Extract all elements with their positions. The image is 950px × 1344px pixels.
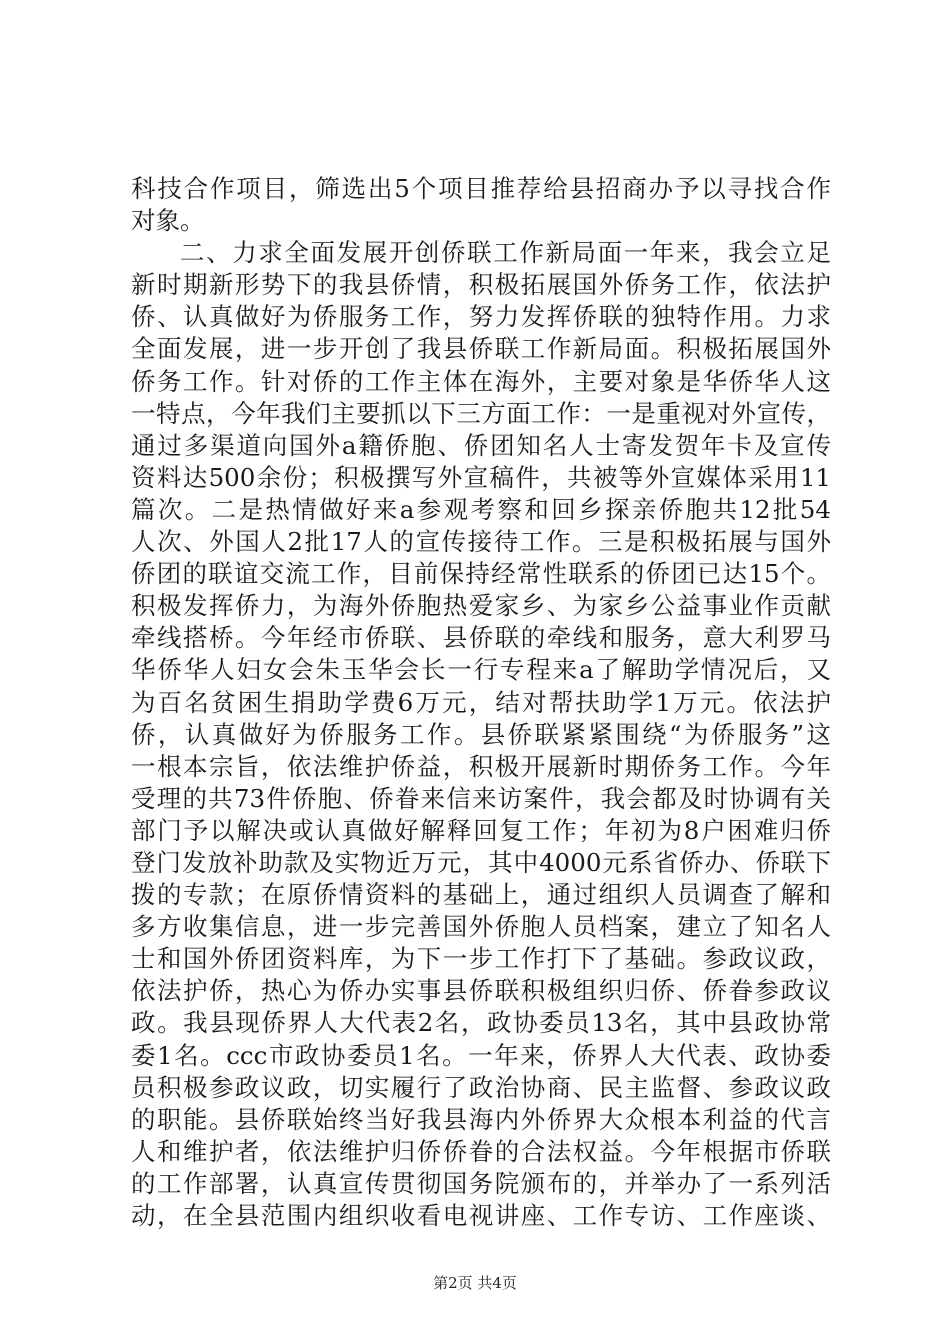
text-line: 积极发挥侨力，为海外侨胞热爱家乡、为家乡公益事业作贡献	[131, 591, 831, 621]
text-line: 的职能。县侨联始终当好我县海内外侨界大众根本利益的代言	[131, 1104, 831, 1134]
text-line: 侨、认真做好为侨服务工作，努力发挥侨联的独特作用。力求	[131, 302, 831, 332]
text-line: 牵线搭桥。今年经市侨联、县侨联的牵线和服务，意大利罗马	[131, 623, 831, 653]
text-line: 的工作部署，认真宣传贯彻国务院颁布的，并举办了一系列活	[131, 1168, 831, 1198]
text-line: 依法护侨，热心为侨办实事县侨联积极组织归侨、侨眷参政议	[131, 976, 831, 1006]
text-line: 动，在全县范围内组织收看电视讲座、工作专访、工作座谈、	[131, 1201, 831, 1230]
text-line: 侨务工作。针对侨的工作主体在海外，主要对象是华侨华人这	[131, 366, 831, 396]
text-line: 华侨华人妇女会朱玉华会长一行专程来a了解助学情况后，又	[131, 655, 831, 685]
text-line: 通过多渠道向国外a籍侨胞、侨团知名人士寄发贺年卡及宣传	[131, 430, 831, 460]
text-line: 新时期新形势下的我县侨情，积极拓展国外侨务工作，依法护	[131, 270, 831, 300]
text-line: 科技合作项目，筛选出5个项目推荐给县招商办予以寻找合作	[131, 174, 831, 203]
text-line: 人次、外国人2批17人的宣传接待工作。三是积极拓展与国外	[131, 527, 831, 557]
text-line: 一根本宗旨，依法维护侨益，积极开展新时期侨务工作。今年	[131, 751, 831, 781]
text-line: 登门发放补助款及实物近万元，其中4000元系省侨办、侨联下	[131, 847, 831, 877]
text-line: 篇次。二是热情做好来a参观考察和回乡探亲侨胞共12批54	[131, 494, 831, 524]
text-line: 政。我县现侨界人大代表2名，政协委员13名，其中县政协常	[131, 1008, 831, 1038]
text-line: 人和维护者，依法维护归侨侨眷的合法权益。今年根据市侨联	[131, 1136, 831, 1166]
text-line: 一特点，今年我们主要抓以下三方面工作：一是重视对外宣传，	[131, 398, 831, 428]
text-line: 多方收集信息，进一步完善国外侨胞人员档案，建立了知名人	[131, 912, 831, 942]
text-line: 全面发展，进一步开创了我县侨联工作新局面。积极拓展国外	[131, 334, 831, 364]
text-line: 资料达500余份；积极撰写外宣稿件，共被等外宣媒体采用11	[131, 462, 831, 492]
text-line: 士和国外侨团资料库，为下一步工作打下了基础。参政议政，	[131, 944, 831, 974]
text-line: 受理的共73件侨胞、侨眷来信来访案件，我会都及时协调有关	[131, 783, 831, 813]
text-line: 为百名贫困生捐助学费6万元，结对帮扶助学1万元。依法护	[131, 687, 831, 717]
text-line: 对象。	[131, 206, 205, 236]
text-line: 拨的专款；在原侨情资料的基础上，通过组织人员调查了解和	[131, 880, 831, 910]
document-body	[131, 173, 831, 1232]
text-line: 委1名。ccc市政协委员1名。一年来，侨界人大代表、政协委	[131, 1040, 831, 1070]
page-number: 第2页 共4页	[433, 1274, 517, 1292]
page-footer	[0, 1272, 950, 1293]
text-line: 侨，认真做好为侨服务工作。县侨联紧紧围绕“为侨服务”这	[131, 719, 831, 749]
text-line: 部门予以解决或认真做好解释回复工作；年初为8户困难归侨	[131, 815, 831, 845]
text-line: 员积极参政议政，切实履行了政治协商、民主监督、参政议政	[131, 1072, 831, 1102]
text-line: 二、力求全面发展开创侨联工作新局面一年来，我会立足	[180, 238, 831, 268]
text-line: 侨团的联谊交流工作，目前保持经常性联系的侨团已达15个。	[131, 559, 831, 589]
